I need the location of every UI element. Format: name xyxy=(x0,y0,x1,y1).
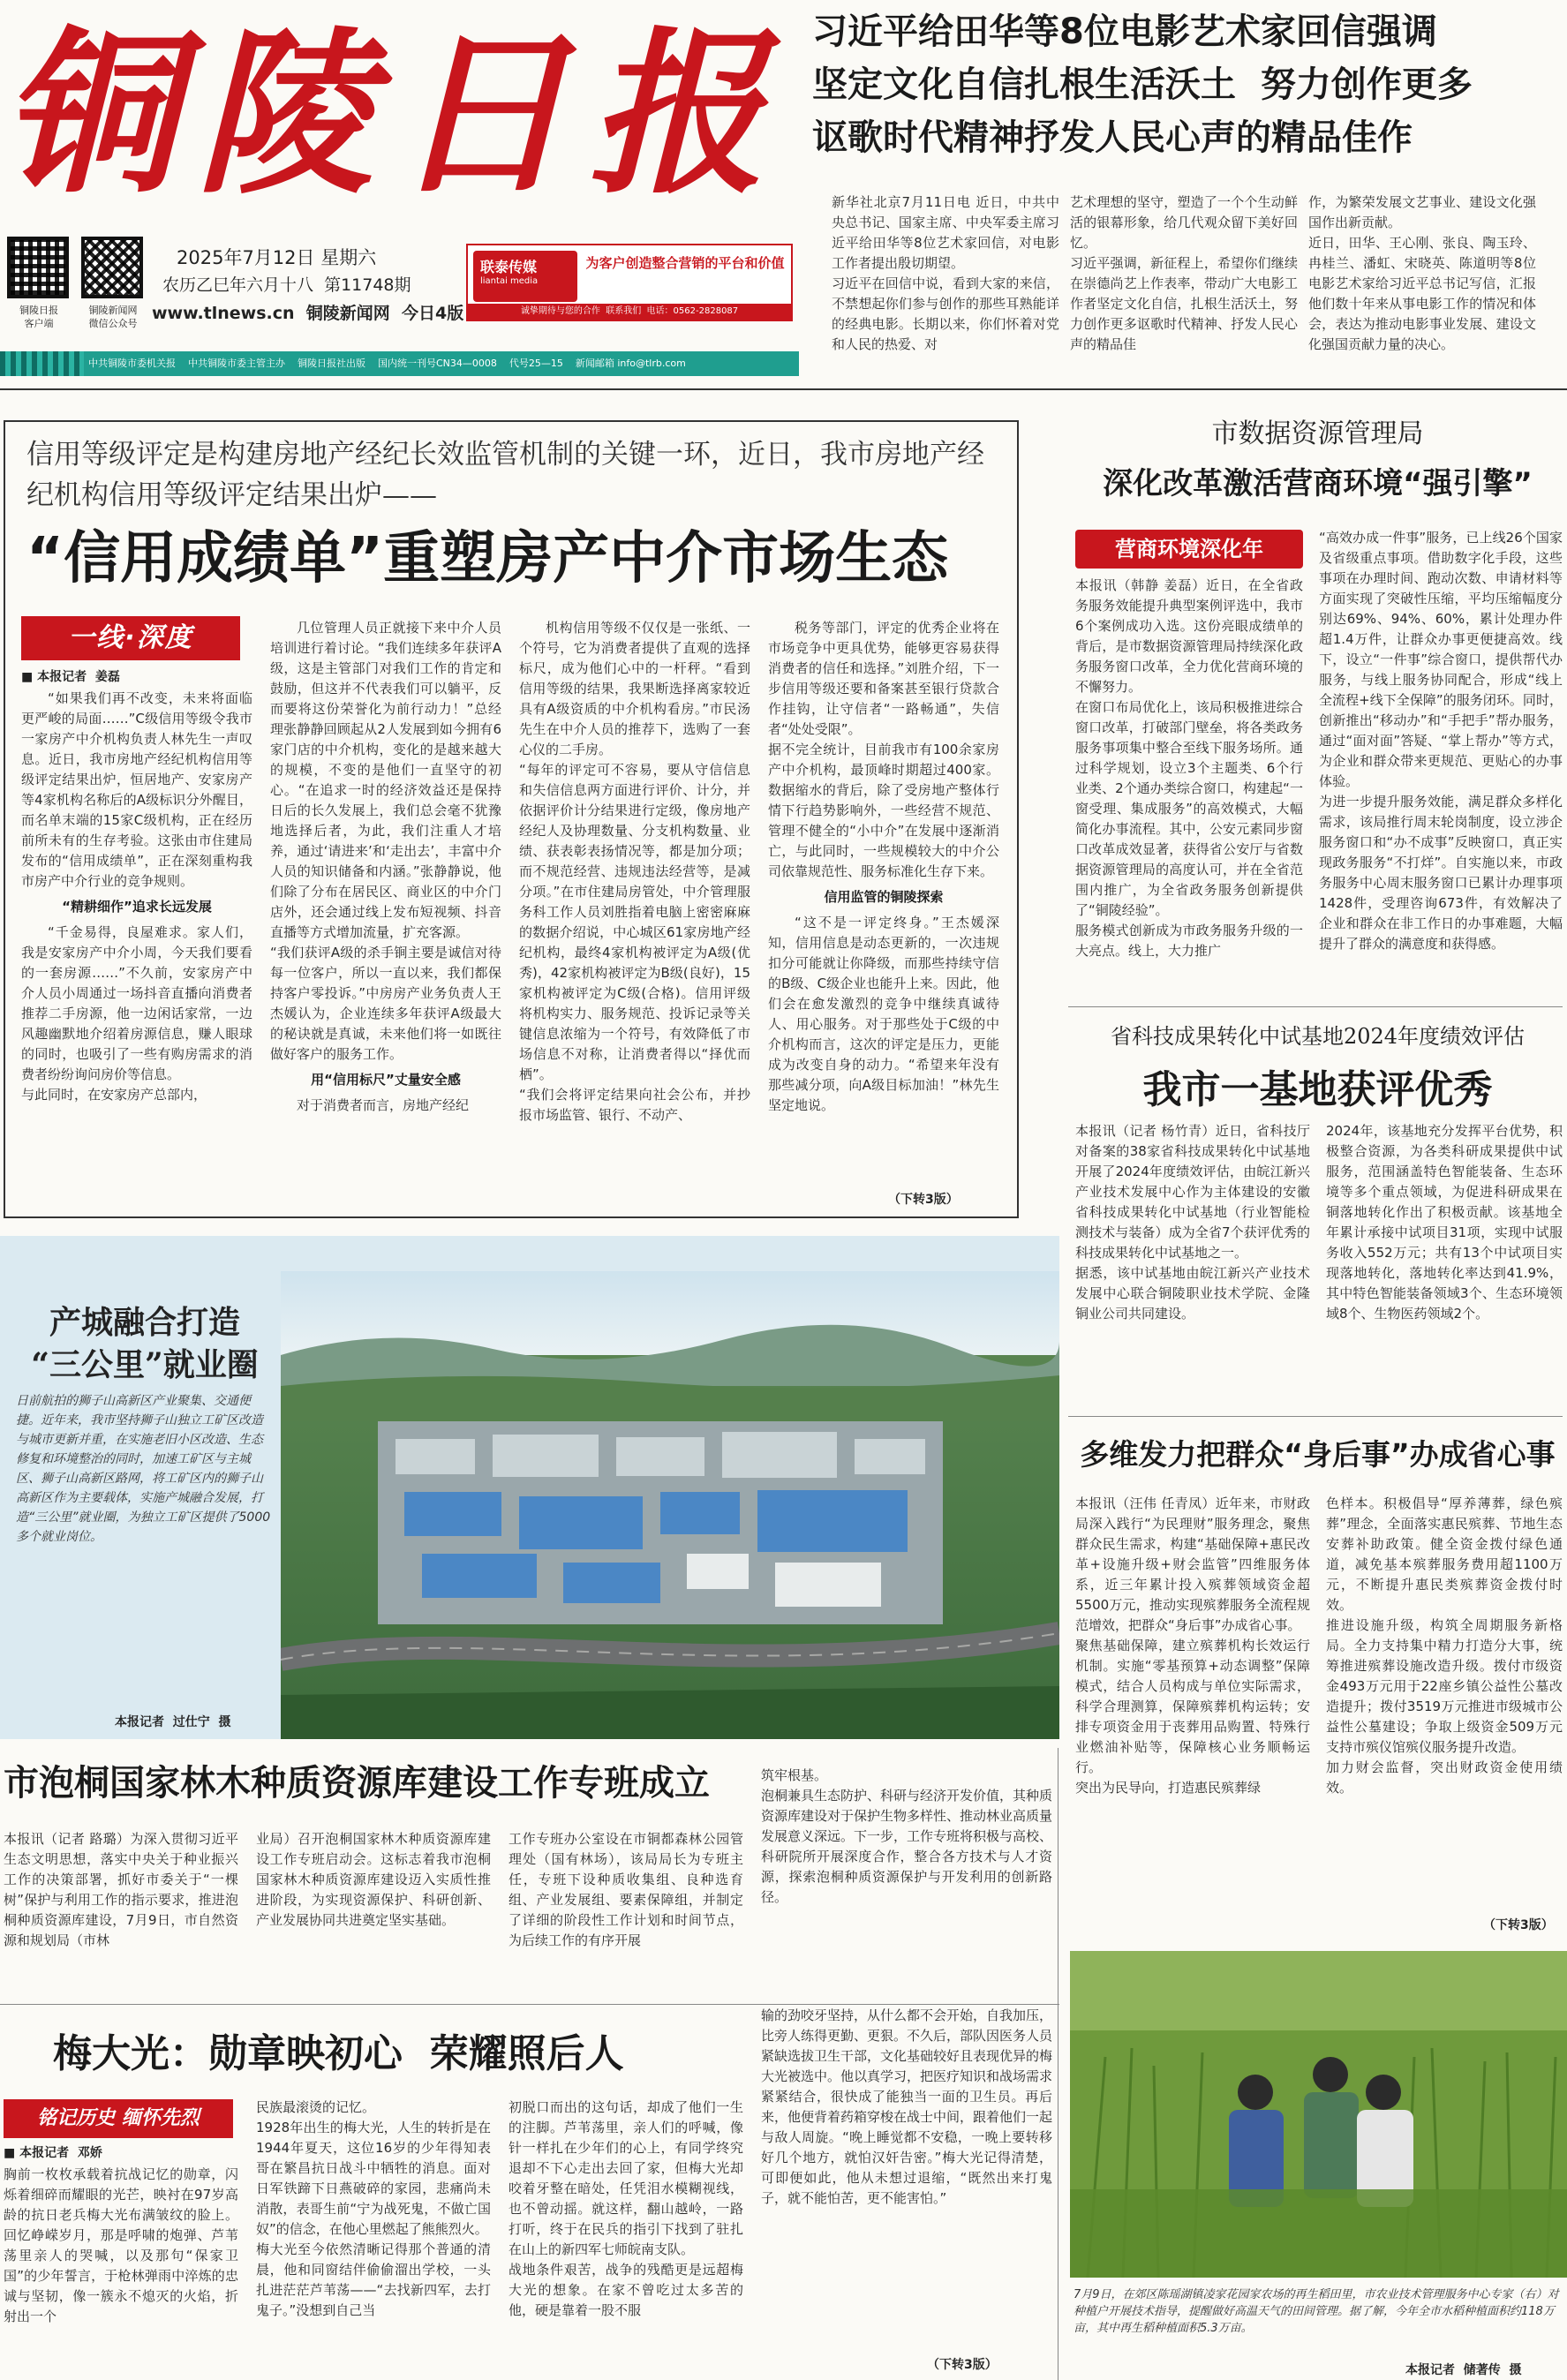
info-bar: 中共铜陵市委机关报 中共铜陵市委主管主办 铜陵日报社出版 国内统一刊号CN34—0008 代号25—15 新闻邮箱 info@tlrb.com xyxy=(0,351,799,376)
credit-intro: 信用等级评定是构建房地产经纪长效监管机制的关键一环，近日，我市房地产经纪机构信用等级评定结果出炉—— xyxy=(26,439,984,511)
credit-col4: 税务等部门，评定的优秀企业将在市场竞争中更具优势，能够更容易获得消费者的信任和选择。”刘胜介绍，下一步信用等级还要和备案甚至银行贷款合作挂钩，让守信者“一路畅通”，失信者“处处受限”。 据不完全统计，目前我市有100余家房产中介机构，最顶峰时期超过400家。数据缩水的背后，除了受房地产整体行情下行趋势影响外，一些经营不规范、管理不健全的“小中介”在发展中逐渐消亡，与此同时，一些规模较大的中介公司依靠规范性、服务标准化生存下来。 信用监管的铜陵探索 “这不是一评定终身。”王杰媛深知，信用信息是动态更新的，一次违规扣分可能就让你降级，而那些持续守信的B级、C级企业也能升上来。因此，他们会在愈发激烈的竞争中继续真诚待人、用心服务。对于那些处于C级的中介机构而言，这次的评定是压力，更能成为改变自身的动力。“希望来年没有那些减分项，向A级目标加油！”林先生坚定地说。 xyxy=(768,620,999,1113)
data-kicker: 市数据资源管理局 xyxy=(1211,418,1424,449)
credit-col1: “如果我们再不改变，未来将面临更严峻的局面……”C级信用等级令我市一家房产中介机构负责人林先生一声叹息。近日，我市房地产经纪机构信用等级评定结果出炉，恒居地产、安家房产等4家机构名称后的A级标识分外醒目，而名单末端的15家C级机构，正在经历前所未有的生存考验。这张由市住建局发布的“信用成绩单”，正在深刻重构我市房产中介行业的竞争规则。 “精耕细作”追求长远发展 “千金易得，良屋难求。家人们，我是安家房产中介小周，今天我们要看的一套房源……”不久前，安家房产中介人员小周通过一场抖音直播向消费者推荐二手房源，他一边闲话家常，一边风趣幽默地介绍着房源信息，赚人眼球的同时，也吸引了一些有购房需求的消费者纷纷询问房价等信息。 与此同时，在安家房产总部内， xyxy=(21,690,252,1103)
lead-headline-line1[interactable]: 习近平给田华等8位电影艺术家回信强调 xyxy=(812,11,1437,52)
credit-story-box xyxy=(4,420,1019,1218)
tech-kicker: 省科技成果转化中试基地2024年度绩效评估 xyxy=(1110,1024,1526,1049)
rice-credit: 本报记者 储著传 摄 xyxy=(1405,2363,1522,2377)
rice-field-image xyxy=(1070,1951,1567,2278)
ad-brand: 联泰传媒 xyxy=(480,259,538,275)
rice-photo-box xyxy=(1070,1951,1567,2380)
data-col1: 本报讯（韩静 姜磊）近日，在全省政务服务效能提升典型案例评选中，我市6个案例成功入选。这份亮眼成绩单的背后，是市数据资源管理局持续深化政务服务窗口改革，全力优化营商环境的不懈努力。 在窗口布局优化上，该局积极推进综合窗口改革，打破部门壁垒，将各类政务服务事项集中整合至线下服务场所。通过科学规划，设立3个主题类、6个行业类、2个通办类综合窗口，构建起“一窗受理、集成服务”的高效模式，大幅简化办事流程。其中，公安元素同步窗口改革成效显著，获得省公安厅与省数据资源管理局的高度认可，并在全省范围内推广，为全省政务服务创新提供了“铜陵经验”。 服务模式创新成为市政务服务升级的一大亮点。线上，大力推广 xyxy=(1075,577,1303,959)
column-tag: 一线·深度 xyxy=(21,616,240,660)
ad-box[interactable] xyxy=(466,244,793,321)
right-divider-2 xyxy=(1068,1416,1563,1417)
paulownia-headline[interactable]: 市泡桐国家林木种质资源库建设工作专班成立 xyxy=(4,1763,710,1804)
qr-label-app: 铜陵日报 客户端 xyxy=(19,305,58,329)
info-bar-ornament xyxy=(0,351,84,376)
photo-feature-box xyxy=(0,1236,1059,1739)
ad-slogan: 为客户创造整合营销的平台和价值 xyxy=(585,255,785,271)
aerial-park-image xyxy=(281,1271,1059,1739)
mei-story xyxy=(0,2009,1059,2380)
industrial-park-photo[interactable] xyxy=(281,1271,1059,1739)
funeral-continued[interactable]: （下转3版） xyxy=(1483,1918,1554,1932)
ad-brand-en: liantai media xyxy=(480,276,539,286)
photo1-credit: 本报记者 过仕宁 摄 xyxy=(115,1715,231,1729)
lead-body-col3: 作，为繁荣发展文艺事业、建设文化强国作出新贡献。 近日，田华、王心刚、张良、陶玉玲、冉桂兰、潘虹、宋晓英、陈道明等8位电影艺术家给习近平总书记写信，汇报他们数十年来从事电影工作的情况和体会，表达为推动电影事业发展、建设文化强国贡献力量的决心。 xyxy=(1308,194,1536,352)
paulownia-col1: 本报讯（记者 路璐）为深入贯彻习近平生态文明思想，落实中央关于种业振兴工作的决策部署，抓好市委关于“一棵树”保护与利用工作的指示要求，推进泡桐种质资源库建设，7月9日，市自然资源和规划局（市林 xyxy=(4,1831,238,1948)
rice-caption: 7月9日，在郊区陈瑶湖镇凌家花园家农场的再生稻田里，市农业技术管理服务中心专家（右）对种植户开展技术指导，提醒做好高温天气的田间管理。据了解，今年全市水稻种植面积约118万亩，其中再生稻种植面积5.3万亩。 xyxy=(1074,2288,1559,2335)
mei-col4: 输的劲咬牙坚持，从什么都不会开始，自我加压，比旁人练得更勤、更狠。不久后，部队因医务人员紧缺选拔卫生干部，文化基础较好且表现优异的梅大光被选中。他以真学习，把医疗知识和战场需求紧紧结合，很快成了能独当一面的卫生员。再后来，他便背着药箱穿梭在战士中间，跟着他们一起与敌人周旋。“晚上睡觉都不安稳，一晚上要转移好几个地方，就怕汉奸告密。”梅大光记得清楚，可即便如此，他从未想过退缩，“既然出来打鬼子，就不能怕苦，更不能害怕。” xyxy=(761,2007,1052,2206)
qr-code-wechat[interactable] xyxy=(81,237,143,298)
mei-col3: 初脱口而出的这句话，却成了他们一生的注脚。芦苇荡里，亲人们的呼喊，像针一样扎在少年们的心上，有同学终究退却不下心走出去回了家，但梅大光却咬着牙整在暗处，任凭泪水模糊视线，也不曾动摇。就这样，翻山越岭，一路打听，终于在民兵的指引下找到了驻扎在山上的新四军七师皖南支队。 战地条件艰苦，战争的残酷更是远超梅大光的想象。在家不曾吃过太多苦的他，硬是靠着一股不服 xyxy=(509,2099,743,2318)
credit-byline: ■ 本报记者 姜磊 xyxy=(21,670,120,684)
website-line: www.tlnews.cn 铜陵新闻网 今日4版 xyxy=(152,304,464,323)
photo1-headline-line2[interactable]: “三公里”就业圈 xyxy=(31,1346,259,1383)
qr-code-app[interactable] xyxy=(7,237,69,298)
lead-body-col1: 新华社北京7月11日电 近日，中共中央总书记、国家主席、中央军委主席习近平给田华等8位艺术家回信，对电影工作者提出殷切期望。 习近平在回信中说，看到大家的来信，不禁想起你们参与创作的那些耳熟能详的经典电影。长期以来，你们怀着对党和人民的热爱、对 xyxy=(832,194,1059,352)
rice-field-photo[interactable] xyxy=(1070,1951,1567,2278)
mei-banner: 铭记历史 缅怀先烈 xyxy=(4,2099,233,2138)
data-headline[interactable]: 深化改革激活营商环境“强引擎” xyxy=(1103,466,1533,501)
masthead xyxy=(0,0,799,380)
paulownia-col3: 工作专班办公室设在市铜都森林公园管理处（国有林场），该局局长为专班主任，专班下设种质收集组、良种选育组、产业发展组、要素保障组，并制定了详细的阶段性工作计划和时间节点，为后续工作的有序开展 xyxy=(509,1831,743,1948)
funeral-col2: 色样本。积极倡导“厚养薄葬，绿色殡葬”理念，全面落实惠民殡葬、节地生态安葬补助政策。健全资金拨付绿色通道，减免基本殡葬服务费用超1100万元，不断提升惠民类殡葬资金拨付时效。 推进设施升级，构筑全周期服务新格局。全力支持集中精力打造分大事，统筹推进殡葬设施改造升级。拨付市级资金493万元用于22座乡镇公益性公墓改造提升；拨付3519万元推进市级城市公益性公墓建设；争取上级资金509万元支持市殡仪馆殡仪服务提升改造。 加力财会监督，突出财政资金使用绩效。 xyxy=(1326,1495,1563,1796)
mei-byline: ■ 本报记者 邓娇 xyxy=(4,2146,102,2160)
right-divider-1 xyxy=(1068,1006,1563,1007)
issue-date: 2025年7月12日 星期六 xyxy=(177,247,377,268)
tech-col2: 2024年，该基地充分发挥平台优势，积极整合资源，为各类科研成果提供中试服务，范围涵盖特色智能装备、生态环境等多个重点领域，为促进科研成果在铜落地转化作出了积极贡献。该基地全年累计承接中试项目31项，实现中试服务收入552万元；共有13个中试项目实现落地转化，落地转化率达到41.9%，其中特色智能装备领域3个、生态环境领域8个、生物医药领域2个。 xyxy=(1326,1123,1563,1322)
lead-headline-line3[interactable]: 讴歌时代精神抒发人民心声的精品佳作 xyxy=(812,117,1413,158)
qr-label-wechat: 铜陵新闻网 微信公众号 xyxy=(88,305,138,329)
paulownia-col4: 筑牢根基。 泡桐兼具生态防护、科研与经济开发价值，其种质资源库建设对于保护生物多样性、推动林业高质量发展意义深远。下一步，工作专班将积极与高校、科研院所开展深度合作，整合各方技术与人才资源，探索泡桐种质资源保护与开发利用的创新路径。 xyxy=(761,1767,1052,1905)
data-col2: “高效办成一件事”服务，已上线26个国家及省级重点事项。借助数字化手段，这些事项在办理时间、跑动次数、申请材料等方面实现了突破性压缩，平均压缩幅度分别达69%、94%、60%，累计处理办件超1.4万件，让群众办事更便捷高效。线下，设立“一件事”综合窗口，提供帮代办服务，与线上服务协同配合，形成“线上全流程+线下全保障”的服务闭环。同时，创新推出“移动办”和“手把手”帮办服务，通过“面对面”答疑、“掌上帮办”等方式，为企业和群众带来更规范、更贴心的办事体验。 为进一步提升服务效能，满足群众多样化需求，该局推行周末轮岗制度，设立涉企服务窗口和“办不成事”反映窗口，真正实现政务服务“不打烊”。自实施以来，市政务服务中心周末服务窗口已累计办理事项1428件，受理咨询673件，有效解决了企业和群众在非工作日的办事难题，大幅提升了群众的满意度和获得感。 xyxy=(1319,530,1563,952)
paulownia-story xyxy=(0,1748,1059,1995)
tech-headline[interactable]: 我市一基地获评优秀 xyxy=(1142,1067,1493,1112)
ad-contact: 诚挚期待与您的合作 联系我们 电话：0562-2828087 xyxy=(468,304,791,320)
paulownia-col2: 业局）召开泡桐国家林木种质资源库建设工作专班启动会。这标志着我市泡桐国家林木种质资源库建设迈入实质性推进阶段，为实现资源保护、科研创新、产业发展协同共进奠定坚实基础。 xyxy=(256,1831,491,1928)
mei-col2: 民族最滚烫的记忆。 1928年出生的梅大光，人生的转折是在1944年夏天，这位16岁的少年得知表哥在繁昌抗日战斗中牺牲的消息。面对日军铁蹄下日燕破碎的家园，悲痛尚未消散，表哥生前“宁为战死鬼，不做亡国奴”的信念，在他心里燃起了熊熊烈火。 梅大光至今依然清晰记得那个普通的清晨，他和同窗结伴偷偷溜出学校，一头扎进茫茫芦苇荡——“去找新四军，去打鬼子。”没想到自己当 xyxy=(256,2099,491,2318)
funeral-headline[interactable]: 多维发力把群众“身后事”办成省心事 xyxy=(1080,1437,1556,1472)
issue-number: 农历乙巳年六月十八 第11748期 xyxy=(162,275,411,295)
tech-col1: 本报讯（记者 杨竹青）近日，省科技厅对备案的38家省科技成果转化中试基地开展了2024年度绩效评估，由皖江新兴产业技术发展中心作为主体建设的安徽省科技成果转化中试基地（行业智能检测技术与装备）成为全省7个获评优秀的科技成果转化中试基地之一。 据悉，该中试基地由皖江新兴产业技术发展中心联合铜陵职业技术学院、金隆铜业公司共同建设。 xyxy=(1075,1123,1310,1322)
lead-story xyxy=(812,0,1567,380)
credit-headline[interactable]: “信用成绩单”重塑房产中介市场生态 xyxy=(26,526,949,591)
mei-col1: 胸前一枚枚承载着抗战记忆的勋章，闪烁着细碎而耀眼的光芒，映衬在97岁高龄的抗日老兵梅大光布满皱纹的脸上。回忆峥嵘岁月，那是呼啸的炮弹、芦苇荡里亲人的哭喊，以及那句“保家卫国”的少年誓言，于枪林弹雨中淬炼的忠诚与坚韧，像一簇永不熄灭的火焰，折射出一个 xyxy=(4,2166,238,2324)
photo1-caption: 日前航拍的狮子山高新区产业聚集、交通便捷。近年来，我市坚持狮子山独立工矿区改造与城市更新并重，在实施老旧小区改造、生态修复和环境整治的同时，加速工矿区与主城区、狮子山高新区路网，将工矿区内的狮子山高新区作为主要载体，实施产城融合发展，打造“三公里”就业圈，为独立工矿区提供了5000多个就业岗位。 xyxy=(16,1394,271,1544)
funeral-story xyxy=(1068,1423,1567,1944)
top-divider xyxy=(0,388,1567,390)
funeral-col1: 本报讯（汪伟 任青凤）近年来，市财政局深入践行“为民理财”服务理念，聚焦群众民生需求，构建“基础保障+惠民改革+设施升级+财会监管”四维服务体系，近三年累计投入殡葬领域资金超5500万元，推动实现殡葬服务全流程规范增效，把群众“身后事”办成省心事。 聚焦基础保障，建立殡葬机构长效运行机制。实施“零基预算+动态调整”保障模式，结合人员构成与单位实际需求，科学合理测算，保障殡葬机构运转；安排专项资金用于丧葬用品购置、特殊行业燃油补贴等，保障核心业务顺畅运行。 突出为民导向，打造惠民殡葬绿 xyxy=(1075,1495,1310,1796)
ad-logo xyxy=(473,251,577,302)
lower-divider xyxy=(0,2004,1059,2005)
lead-headline-line2[interactable]: 坚定文化自信扎根生活沃土 努力创作更多 xyxy=(812,64,1473,105)
newspaper-logo: 铜陵日报 xyxy=(0,11,785,218)
credit-col3: 机构信用等级不仅仅是一张纸、一个符号，它为消费者提供了直观的选择标尺，成为他们心中的一杆秤。“看到信用等级的结果，我果断选择离家较近具有A级资质的中介机构看房。”市民汤先生在中介人员的推荐下，选购了一套心仪的二手房。 “每年的评定可不容易，要从守信信息和失信信息两方面进行评价、计分，并依据评价计分结果进行定级，像房地产经纪人及协理数量、分支机构数量、业绩、获表彰表扬情况等，都是加分项；而不规范经营、违规违法经营等，是减分项。”在市住建局房管处，中介管理服务科工作人员刘胜指着电脑上密密麻麻的数据介绍说，中心城区61家房地产经纪机构，最终4家机构被评定为A级(优秀)，42家机构被评定为B级(良好)，15家机构被评定为C级(合格)。信用评级将机构实力、服务规范、投诉记录等关键信息浓缩为一个符号，有效降低了市场信息不对称，让消费者得以“择优而栖”。 “我们会将评定结果向社会公布，并抄报市场监管、银行、不动产、 xyxy=(519,620,750,1123)
data-bureau-story xyxy=(1068,406,1567,989)
photo1-headline-line1[interactable]: 产城融合打造 xyxy=(49,1304,240,1341)
tech-base-story xyxy=(1068,1015,1567,1421)
data-banner: 营商环境深化年 xyxy=(1075,530,1303,569)
mei-continued[interactable]: （下转3版） xyxy=(927,2358,998,2372)
lead-body-col2: 艺术理想的坚守，塑造了一个个生动鲜活的银幕形象，给几代观众留下美好回忆。 习近平强调，新征程上，希望你们继续在崇德尚艺上作表率，带动广大电影工作者坚定文化自信，扎根生活沃土，努力创作更多讴歌时代精神、抒发人民心声的精品佳 xyxy=(1070,194,1298,352)
mei-headline[interactable]: 梅大光：勋章映初心 荣耀照后人 xyxy=(53,2031,624,2076)
credit-continued[interactable]: （下转3版） xyxy=(888,1193,959,1207)
credit-col2: 几位管理人员正就接下来中介人员培训进行着讨论。“我们连续多年获评A级，这是主管部门对我们工作的肯定和鼓励，但这并不代表我们可以躺平，反而要将这份荣誉化为前行动力！”总经理张静静回顾起从2人发展到如今拥有6家门店的中介机构，变化的是越来越大的规模，不变的是他们一直坚守的初心。“在追求一时的经济效益还是保持日后的长久发展上，我们总会毫不犹豫地选择后者，为此，我们注重人才培养，通过‘请进来’和‘走出去’，丰富中介人员的知识储备和内涵。”张静静说，他们除了分布在居民区、商业区的中介门店外，还会通过线上发布短视频、抖音直播等方式增加流量，扩充客源。 “我们获评A级的杀手锏主要是诚信对待每一位客户，所以一直以来，我们都保持客户零投诉。”中房房产业务负责人王杰媛认为，企业连续多年获评A级最大的秘诀就是真诚，未来他们将一如既往做好客户的服务工作。 用“信用标尺”丈量安全感 对于消费者而言，房地产经纪 xyxy=(270,620,501,1113)
